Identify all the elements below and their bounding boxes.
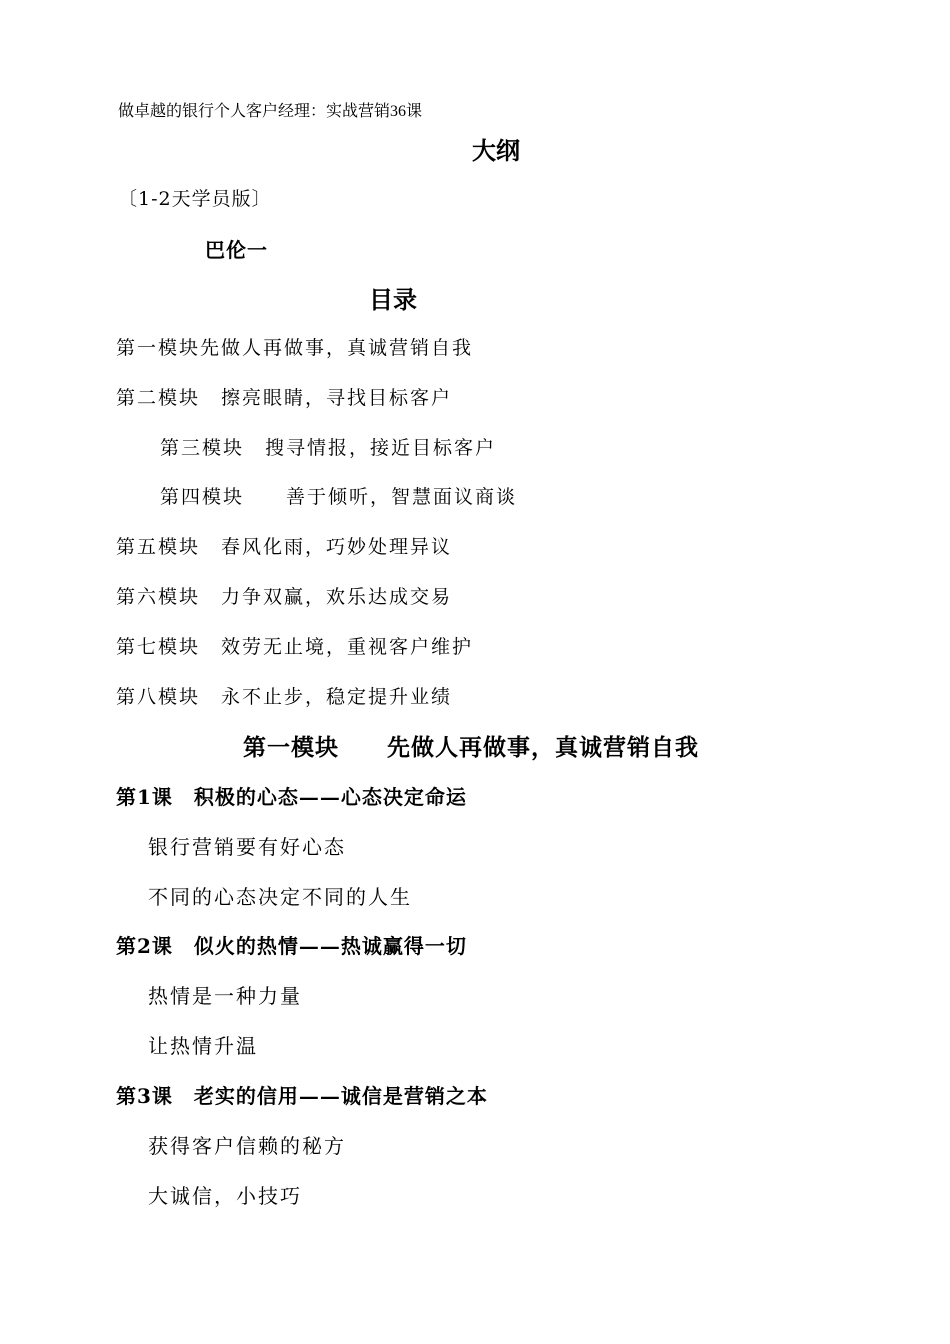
toc-item: 第八模块 永不止步，稳定提升业绩: [116, 686, 453, 708]
lesson-point: 大诚信，小技巧: [148, 1184, 302, 1208]
lesson-title: 第3课 老实的信用——诚信是营销之本: [116, 1084, 488, 1108]
outline-title: 大纲: [472, 137, 520, 165]
lesson-point: 银行营销要有好心态: [148, 835, 346, 859]
toc-item: 第五模块 春风化雨，巧妙处理异议: [116, 536, 453, 558]
toc-item: 第六模块 力争双赢，欢乐达成交易: [116, 586, 453, 608]
toc-item: 第二模块 擦亮眼睛，寻找目标客户: [116, 387, 453, 409]
author-name: 巴伦一: [205, 238, 268, 262]
module-heading: 第一模块 先做人再做事，真诚营销自我: [243, 734, 699, 761]
lesson-point: 获得客户信赖的秘方: [148, 1134, 346, 1158]
toc-item: 第四模块 善于倾听，智慧面议商谈: [160, 486, 518, 508]
lesson-title: 第2课 似火的热情——热诚赢得一切: [116, 934, 467, 958]
lesson-point: 热情是一种力量: [148, 984, 302, 1008]
lesson-point: 让热情升温: [148, 1034, 258, 1058]
lesson-title: 第1课 积极的心态——心态决定命运: [116, 785, 467, 809]
toc-title: 目录: [369, 286, 417, 314]
toc-item: 第一模块先做人再做事，真诚营销自我: [116, 337, 474, 359]
document-header: 做卓越的银行个人客户经理：实战营销36课: [118, 103, 423, 120]
toc-item: 第三模块 搜寻情报，接近目标客户: [160, 437, 497, 459]
toc-item: 第七模块 效劳无止境，重视客户维护: [116, 636, 474, 658]
lesson-point: 不同的心态决定不同的人生: [148, 885, 412, 909]
edition-label: 〔1-2天学员版〕: [118, 188, 272, 210]
